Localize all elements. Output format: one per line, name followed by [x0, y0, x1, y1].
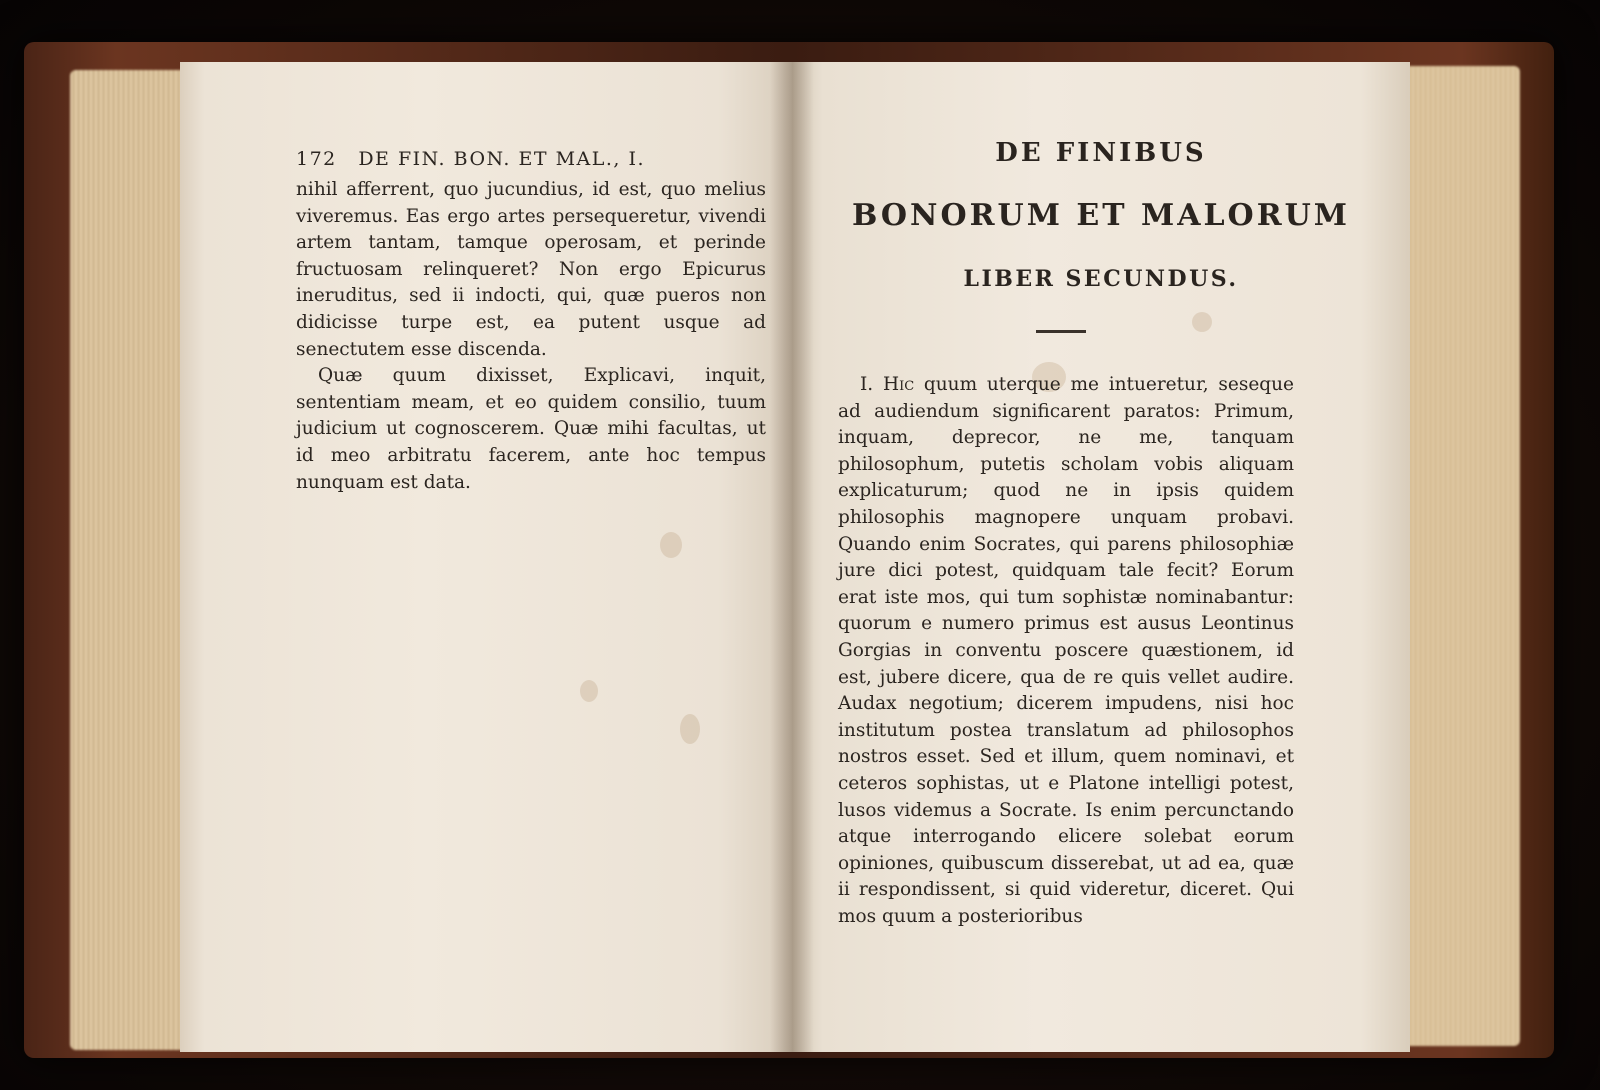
left-page-text	[296, 177, 766, 496]
right-paragraph-1	[838, 372, 1294, 930]
section-number: I.	[860, 374, 874, 395]
left-paragraph-2: Quæ quum dixisset, Explicavi, inquit, sententiam meam, et eo quidem consilio, tuum judicium ut cognoscerem. Quæ mihi facultas, ut id meo arbitratu facerem, ante hoc tempus nunquam est data.	[296, 365, 766, 493]
left-page	[180, 62, 792, 1052]
page-number: 172	[296, 148, 337, 170]
title-divider-rule	[1036, 330, 1086, 333]
running-head	[296, 148, 776, 170]
chapter-title-line-2: BONORUM ET MALORUM	[852, 198, 1350, 233]
foxing-stain	[660, 532, 682, 558]
right-page-text	[838, 372, 1294, 930]
foxing-stain	[680, 714, 700, 744]
right-page	[792, 62, 1410, 1052]
page-edges-right	[1400, 66, 1520, 1046]
first-word: Hic	[882, 374, 915, 395]
running-head-title: DE FIN. BON. ET MAL., I.	[358, 148, 646, 170]
right-paragraph-body: quum uterque me intueretur, seseque ad audiendum significarent paratos: Primum, inquam, deprecor, ne me, tanquam philosophum, putetis scholam vobis aliquam explicaturum; quod ne in ipsis quidem philosophis magnopere unquam probavi. Quando enim Socrates, qui parens philosophiæ jure dici potest, quidquam tale fecit? Eorum erat iste mos, qui tum sophistæ nominabantur: quorum e numero primus est ausus Leontinus Gorgias in conventu poscere quæstionem, id est, jubere dicere, qua de re quis vellet audire. Audax negotium; dicerem impudens, nisi hoc institutum postea translatum ad philosophos nostros esset. Sed et illum, quem nominavi, et ceteros sophistas, ut e Platone intelligi potest, lusos videmus a Socrate. Is enim percunctando atque interrogando elicere solebat eorum opiniones, quibuscum disserebat, ut ad ea, quæ ii respondissent, si quid videretur, diceret. Qui mos quum a posterioribus	[838, 374, 1294, 927]
left-paragraph-1: nihil afferrent, quo jucundius, id est, quo melius viveremus. Eas ergo artes persequeretur, vivendi artem tantam, tamque operosam, et perinde fructuosam relinqueret? Non ergo Epicurus ineruditus, sed ii indocti, qui, quæ pueros non didicisse turpe est, ea putent usque ad senectutem esse discenda.	[296, 179, 766, 360]
foxing-stain	[580, 680, 598, 702]
foxing-stain	[1192, 312, 1212, 332]
book-subtitle: LIBER SECUNDUS.	[963, 266, 1239, 292]
chapter-title-line-1: DE FINIBUS	[995, 138, 1207, 168]
